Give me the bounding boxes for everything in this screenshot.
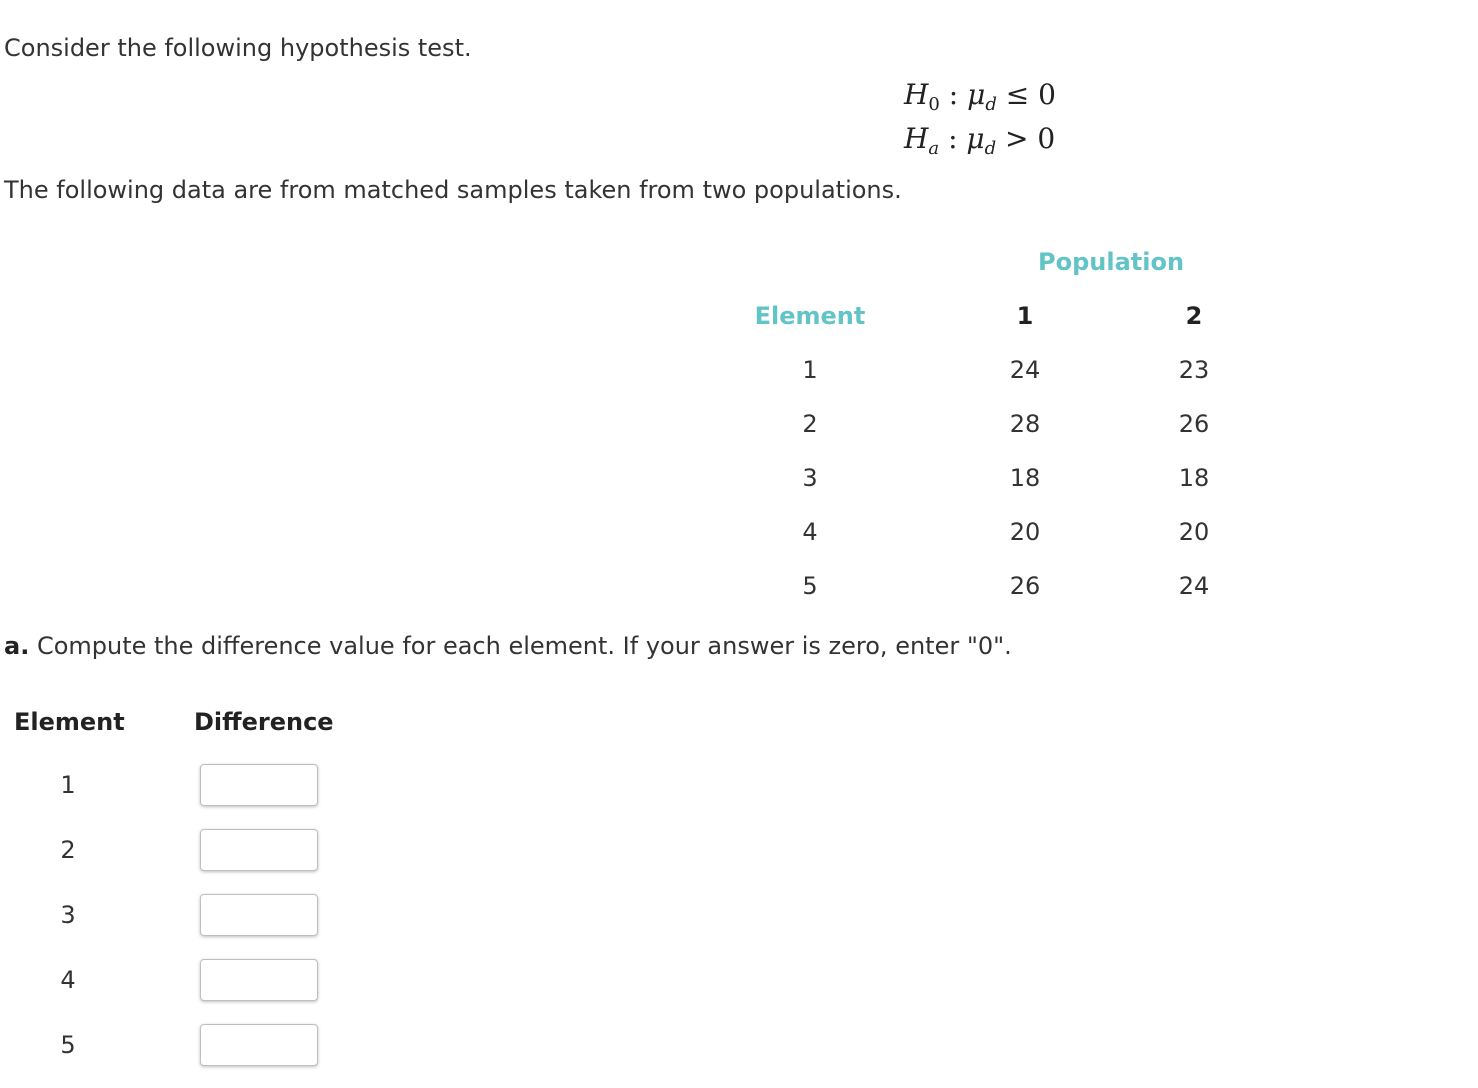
answer-difference-header: Difference [194, 708, 334, 736]
alternative-hypothesis: $H_a$ : $\mu_d > 0$ [904, 122, 1056, 159]
answer-row-element: 4 [60, 966, 76, 994]
part-a-instructions [4, 632, 1012, 660]
difference-input-1[interactable] [200, 764, 318, 806]
difference-input-4[interactable] [200, 959, 318, 1001]
part-a-label: a. [4, 632, 30, 660]
table-cell-element: 2 [802, 410, 818, 438]
element-column-header: Element [754, 302, 866, 330]
data-intro-text: The following data are from matched samples taken from two populations. [4, 176, 902, 204]
table-cell-pop1: 18 [1009, 464, 1041, 492]
table-cell-element: 3 [802, 464, 818, 492]
table-cell-pop1: 24 [1009, 356, 1041, 384]
part-a-text: Compute the difference value for each element. If your answer is zero, enter "0". [29, 632, 1012, 660]
difference-input-3[interactable] [200, 894, 318, 936]
table-cell-pop1: 26 [1009, 572, 1041, 600]
difference-input-5[interactable] [200, 1024, 318, 1066]
table-cell-pop2: 26 [1178, 410, 1210, 438]
answer-row-element: 1 [60, 771, 76, 799]
answer-row-element: 3 [60, 901, 76, 929]
table-cell-pop1: 20 [1009, 518, 1041, 546]
answer-row-element: 2 [60, 836, 76, 864]
population-2-header: 2 [1185, 302, 1203, 330]
null-hypothesis: $H_0$ : $\mu_d \le 0$ [904, 78, 1056, 115]
table-cell-pop2: 24 [1178, 572, 1210, 600]
table-cell-pop1: 28 [1009, 410, 1041, 438]
table-cell-pop2: 18 [1178, 464, 1210, 492]
intro-text: Consider the following hypothesis test. [4, 34, 472, 62]
table-cell-pop2: 23 [1178, 356, 1210, 384]
difference-input-2[interactable] [200, 829, 318, 871]
table-cell-element: 4 [802, 518, 818, 546]
answer-row-element: 5 [60, 1031, 76, 1059]
table-cell-pop2: 20 [1178, 518, 1210, 546]
population-1-header: 1 [1016, 302, 1034, 330]
population-header: Population [1038, 248, 1185, 276]
table-cell-element: 5 [802, 572, 818, 600]
table-cell-element: 1 [802, 356, 818, 384]
answer-element-header: Element [14, 708, 125, 736]
